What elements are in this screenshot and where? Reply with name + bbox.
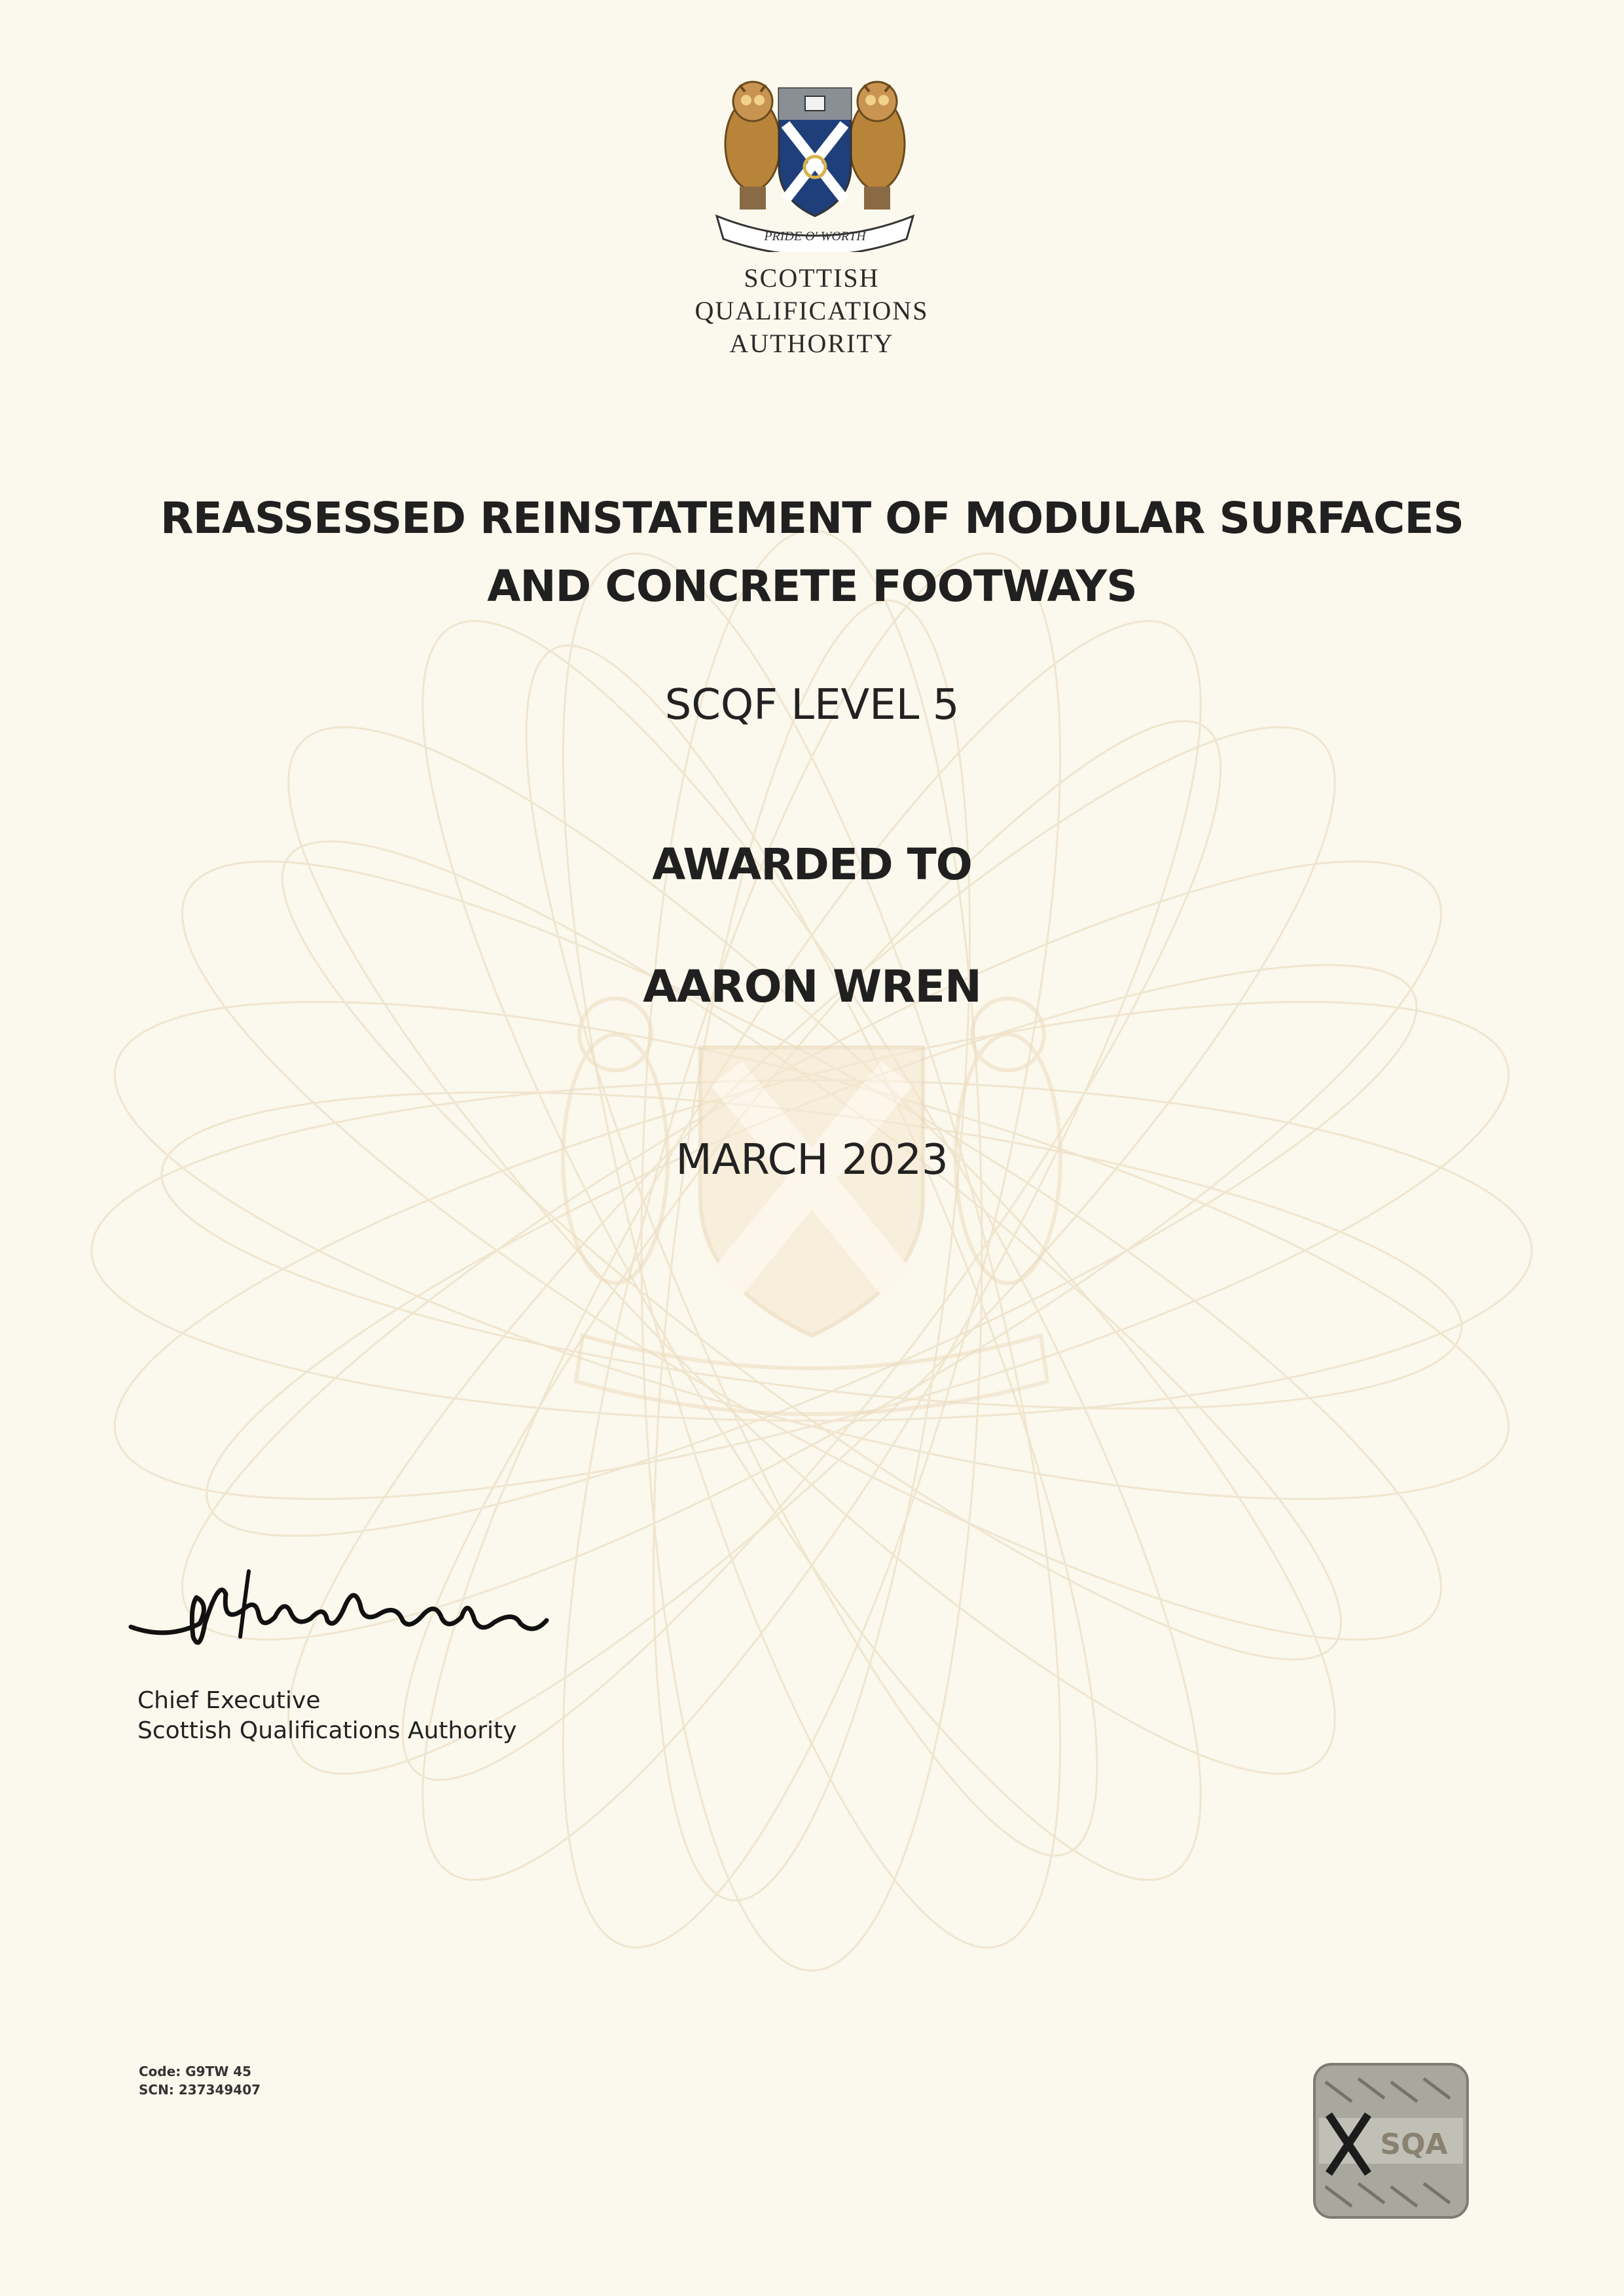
owl-supporter-left-icon bbox=[725, 82, 780, 210]
awarded-to-label: AWARDED TO bbox=[652, 839, 972, 890]
title-line-1: REASSESSED REINSTATEMENT OF MODULAR SURFACES bbox=[160, 493, 1464, 543]
crest-motto: PRIDE O' WORTH bbox=[764, 229, 866, 244]
sqa-crest-logo bbox=[707, 75, 923, 252]
recipient-name: AARON WREN bbox=[643, 961, 981, 1013]
security-hologram-icon bbox=[1312, 2062, 1470, 2219]
signatory-organisation: Scottish Qualifications Authority bbox=[137, 1717, 517, 1744]
qualification-title bbox=[131, 484, 1493, 621]
title-line-2: AND CONCRETE FOOTWAYS bbox=[487, 561, 1137, 611]
qualification-code: Code: G9TW 45 bbox=[139, 2064, 252, 2079]
owl-supporter-right-icon bbox=[850, 82, 905, 210]
chief-executive-signature bbox=[128, 1558, 566, 1663]
org-name-line-3: AUTHORITY bbox=[729, 329, 894, 358]
signatory-role: Chief Executive bbox=[137, 1687, 321, 1714]
hologram-label: SQA bbox=[1380, 2128, 1448, 2161]
shield-saltire-icon bbox=[779, 88, 851, 216]
org-name-line-2: QUALIFICATIONS bbox=[695, 296, 929, 325]
scottish-candidate-number: SCN: 237349407 bbox=[139, 2082, 261, 2098]
certificate-reference bbox=[139, 2062, 261, 2099]
organisation-name bbox=[615, 262, 1008, 360]
signatory-caption bbox=[137, 1686, 516, 1746]
org-name-line-1: SCOTTISH bbox=[744, 263, 880, 293]
motto-scroll bbox=[717, 216, 913, 252]
award-date: MARCH 2023 bbox=[676, 1136, 948, 1184]
scqf-level: SCQF LEVEL 5 bbox=[664, 681, 960, 729]
